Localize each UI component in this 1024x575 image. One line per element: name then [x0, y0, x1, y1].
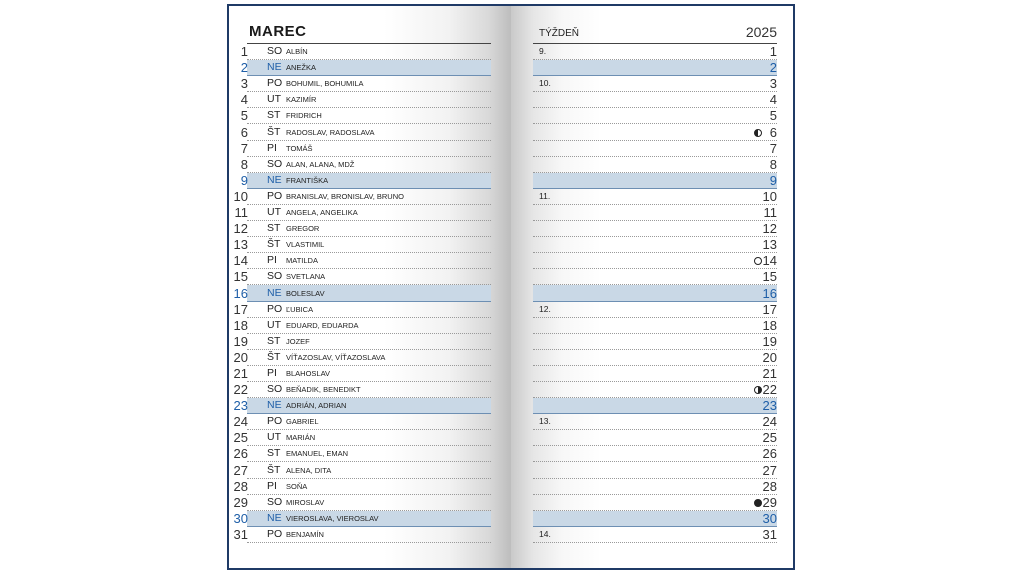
day-number: 20 [233, 349, 248, 365]
weekday-abbr: ST [267, 109, 281, 122]
nameday-text: ANEŽKA [286, 63, 317, 73]
nameday-text: ALAN, ALANA, MDŽ [286, 159, 355, 169]
day-row [240, 60, 491, 76]
note-row [533, 253, 777, 269]
day-row [240, 124, 491, 140]
weekday-abbr: SO [267, 157, 283, 170]
day-row [234, 205, 491, 221]
day-row [233, 382, 491, 398]
note-row [533, 382, 777, 398]
nameday-text: MARIÁN [286, 433, 316, 443]
day-number: 6 [240, 124, 248, 140]
day-number: 21 [233, 365, 248, 381]
day-number: 4 [240, 92, 248, 108]
day-number: 1 [769, 44, 777, 60]
note-row [533, 462, 777, 478]
nameday-text: ĽUBICA [286, 304, 314, 314]
weekday-abbr: ST [267, 447, 281, 460]
weekday-abbr: SO [267, 495, 283, 508]
nameday-text: ANGELA, ANGELIKA [286, 208, 358, 218]
left-page [229, 6, 511, 568]
weekday-abbr: PO [267, 302, 283, 315]
note-row [533, 285, 777, 301]
nameday-text: BOHUMIL, BOHUMILA [286, 79, 364, 89]
note-row [533, 269, 777, 285]
day-number: 16 [762, 285, 777, 301]
weekday-abbr: NE [267, 286, 282, 299]
day-row [233, 188, 491, 205]
moon-phase-full-icon [754, 499, 762, 507]
note-row [533, 141, 777, 157]
weekday-abbr: PO [267, 77, 283, 90]
note-row [533, 124, 777, 140]
note-row [533, 446, 777, 462]
nameday-text: FRIDRICH [286, 111, 322, 121]
nameday-text: ALENA, DITA [286, 465, 332, 475]
weekday-abbr: ST [267, 222, 281, 235]
weekday-abbr: ŠT [267, 125, 281, 138]
weekday-abbr: NE [267, 511, 282, 524]
weekday-abbr: PO [267, 189, 283, 202]
note-row [533, 511, 777, 527]
day-row [233, 317, 491, 334]
day-number: 11 [234, 205, 248, 221]
week-number: 14. [539, 528, 551, 539]
note-row [533, 173, 777, 189]
weekday-abbr: UT [267, 431, 281, 444]
nameday-text: FRANTIŠKA [286, 175, 329, 185]
nameday-text: RADOSLAV, RADOSLAVA [286, 127, 375, 137]
day-number: 27 [233, 462, 248, 478]
right-page [511, 6, 793, 568]
note-row [533, 92, 777, 108]
day-number: 28 [762, 478, 777, 494]
week-column-title: TÝŽDEŇ [539, 28, 579, 39]
day-number: 26 [762, 446, 777, 462]
day-number: 9 [240, 172, 248, 188]
day-number: 29 [233, 494, 248, 510]
note-row [533, 189, 777, 205]
week-number: 9. [539, 46, 547, 57]
note-row [533, 157, 777, 173]
note-row [533, 334, 777, 350]
day-number: 20 [762, 349, 777, 365]
day-number: 15 [233, 269, 248, 285]
day-number: 23 [762, 398, 777, 414]
weekday-abbr: NE [267, 173, 282, 186]
nameday-text: BENJAMÍN [286, 529, 324, 539]
note-row [533, 366, 777, 382]
nameday-text: KAZIMÍR [286, 95, 317, 105]
moon-phase-new-icon [754, 257, 762, 265]
day-number: 3 [240, 76, 248, 92]
day-number: 11 [763, 205, 777, 221]
day-number: 25 [233, 430, 248, 446]
day-row [233, 285, 491, 301]
day-number: 12 [762, 221, 777, 237]
note-row [533, 527, 777, 543]
nameday-text: EDUARD, EDUARDA [286, 320, 359, 330]
weekday-abbr: SO [267, 383, 283, 396]
day-row [233, 333, 491, 350]
day-number: 22 [762, 382, 777, 398]
day-number: 28 [233, 478, 248, 494]
weekday-abbr: NE [267, 399, 282, 412]
weekday-abbr: ŠT [267, 463, 281, 476]
day-row [233, 494, 491, 511]
note-row [533, 318, 777, 334]
nameday-text: SOŇA [286, 481, 308, 491]
day-number: 1 [240, 44, 248, 60]
day-number: 23 [233, 398, 248, 414]
nameday-text: GREGOR [286, 224, 320, 234]
nameday-text: SVETLANA [286, 272, 326, 282]
day-number: 14 [762, 253, 777, 269]
note-row [533, 398, 777, 414]
note-row [533, 60, 777, 76]
day-row [240, 108, 491, 124]
nameday-text: JOZEF [286, 336, 310, 346]
nameday-text: VÍŤAZOSLAV, VÍŤAZOSLAVA [286, 352, 386, 362]
day-row [240, 140, 491, 157]
weekday-abbr: SO [267, 270, 283, 283]
nameday-text: VLASTIMIL [286, 240, 325, 250]
day-number: 2 [240, 60, 248, 76]
week-number: 11. [539, 190, 551, 201]
weekday-abbr: PO [267, 415, 283, 428]
note-row [533, 205, 777, 221]
weekday-abbr: SO [267, 45, 283, 58]
day-row [233, 510, 491, 527]
nameday-text: MATILDA [286, 256, 318, 266]
note-row [533, 237, 777, 253]
day-row [233, 365, 491, 382]
weekday-abbr: UT [267, 206, 281, 219]
day-row [233, 237, 491, 253]
day-number: 19 [762, 333, 777, 349]
nameday-text: BLAHOSLAV [286, 368, 331, 378]
day-row [240, 172, 491, 189]
weekday-abbr: UT [267, 93, 281, 106]
day-number: 19 [233, 333, 248, 349]
nameday-text: BRANISLAV, BRONISLAV, BRUNO [286, 191, 404, 201]
weekday-abbr: PI [267, 254, 277, 267]
weekday-abbr: UT [267, 318, 281, 331]
day-number: 14 [233, 253, 248, 269]
nameday-text: VIEROSLAVA, VIEROSLAV [286, 513, 379, 523]
nameday-text: TOMÁŠ [286, 143, 313, 153]
day-number: 3 [769, 76, 777, 92]
day-number: 27 [762, 462, 777, 478]
day-row [233, 301, 491, 318]
day-number: 24 [233, 414, 248, 430]
day-number: 8 [240, 156, 248, 172]
day-number: 18 [233, 317, 248, 333]
day-number: 31 [233, 526, 248, 542]
note-row [533, 350, 777, 366]
day-number: 9 [769, 172, 777, 188]
day-number: 29 [762, 494, 777, 510]
note-row [533, 44, 777, 60]
day-number: 17 [762, 301, 777, 317]
day-number: 21 [762, 365, 777, 381]
day-number: 5 [240, 108, 248, 124]
day-number: 16 [233, 285, 248, 301]
day-number: 7 [769, 140, 777, 156]
nameday-text: ADRIÁN, ADRIAN [286, 401, 347, 411]
calendar-planner [227, 4, 795, 570]
day-number: 12 [233, 221, 248, 237]
note-row [533, 108, 777, 124]
nameday-text: MIROSLAV [286, 497, 325, 507]
day-number: 2 [769, 60, 777, 76]
day-number: 24 [762, 414, 777, 430]
day-list [233, 44, 491, 543]
weekday-abbr: ST [267, 334, 281, 347]
day-row [233, 221, 491, 237]
note-row [533, 302, 777, 318]
day-row [233, 414, 491, 430]
weekday-abbr: PO [267, 527, 283, 540]
day-number: 10 [233, 188, 248, 204]
day-number: 13 [762, 237, 777, 253]
year-title: 2025 [745, 24, 777, 40]
day-number: 8 [769, 156, 777, 172]
weekday-abbr: NE [267, 61, 282, 74]
note-row [533, 221, 777, 237]
day-number: 6 [769, 124, 777, 140]
day-row [233, 446, 491, 462]
day-row [233, 269, 491, 285]
day-row [233, 478, 491, 495]
weekday-abbr: PI [267, 141, 277, 154]
nameday-text: BOLESLAV [286, 288, 325, 298]
nameday-text: BEŇADIK, BENEDIKT [286, 385, 361, 395]
note-row [533, 76, 777, 92]
weekday-abbr: PI [267, 479, 277, 492]
weekday-abbr: ŠT [267, 350, 281, 363]
note-row [533, 414, 777, 430]
day-row [233, 462, 491, 478]
week-number: 12. [539, 303, 551, 314]
day-number: 17 [233, 301, 248, 317]
note-row [533, 430, 777, 446]
day-row [233, 253, 491, 269]
day-row [233, 526, 491, 543]
nameday-text: GABRIEL [286, 417, 319, 427]
week-number: 10. [539, 78, 551, 89]
day-row [240, 156, 491, 173]
moon-phase-first-icon [754, 129, 762, 137]
month-title: MAREC [249, 23, 307, 40]
day-number: 30 [233, 510, 248, 526]
weekday-abbr: PI [267, 366, 277, 379]
day-number: 26 [233, 446, 248, 462]
day-number: 30 [762, 510, 777, 526]
day-row [240, 92, 491, 108]
day-number: 4 [769, 92, 777, 108]
note-row [533, 495, 777, 511]
note-row [533, 479, 777, 495]
notes-list [533, 44, 777, 543]
nameday-text: EMANUEL, EMAN [286, 449, 349, 459]
day-number: 15 [762, 269, 777, 285]
nameday-text: ALBÍN [286, 47, 308, 57]
moon-phase-last-icon [754, 386, 762, 394]
day-number: 31 [762, 526, 777, 542]
day-row [233, 430, 491, 446]
week-number: 13. [539, 416, 551, 427]
day-row [240, 76, 491, 92]
day-row [233, 398, 491, 414]
day-number: 10 [762, 188, 777, 204]
weekday-abbr: ŠT [267, 238, 281, 251]
day-row [233, 349, 491, 366]
day-number: 18 [762, 317, 777, 333]
day-number: 13 [233, 237, 248, 253]
day-number: 7 [240, 140, 248, 156]
day-number: 22 [233, 382, 248, 398]
day-number: 5 [769, 108, 777, 124]
day-row [240, 44, 491, 60]
day-number: 25 [762, 430, 777, 446]
